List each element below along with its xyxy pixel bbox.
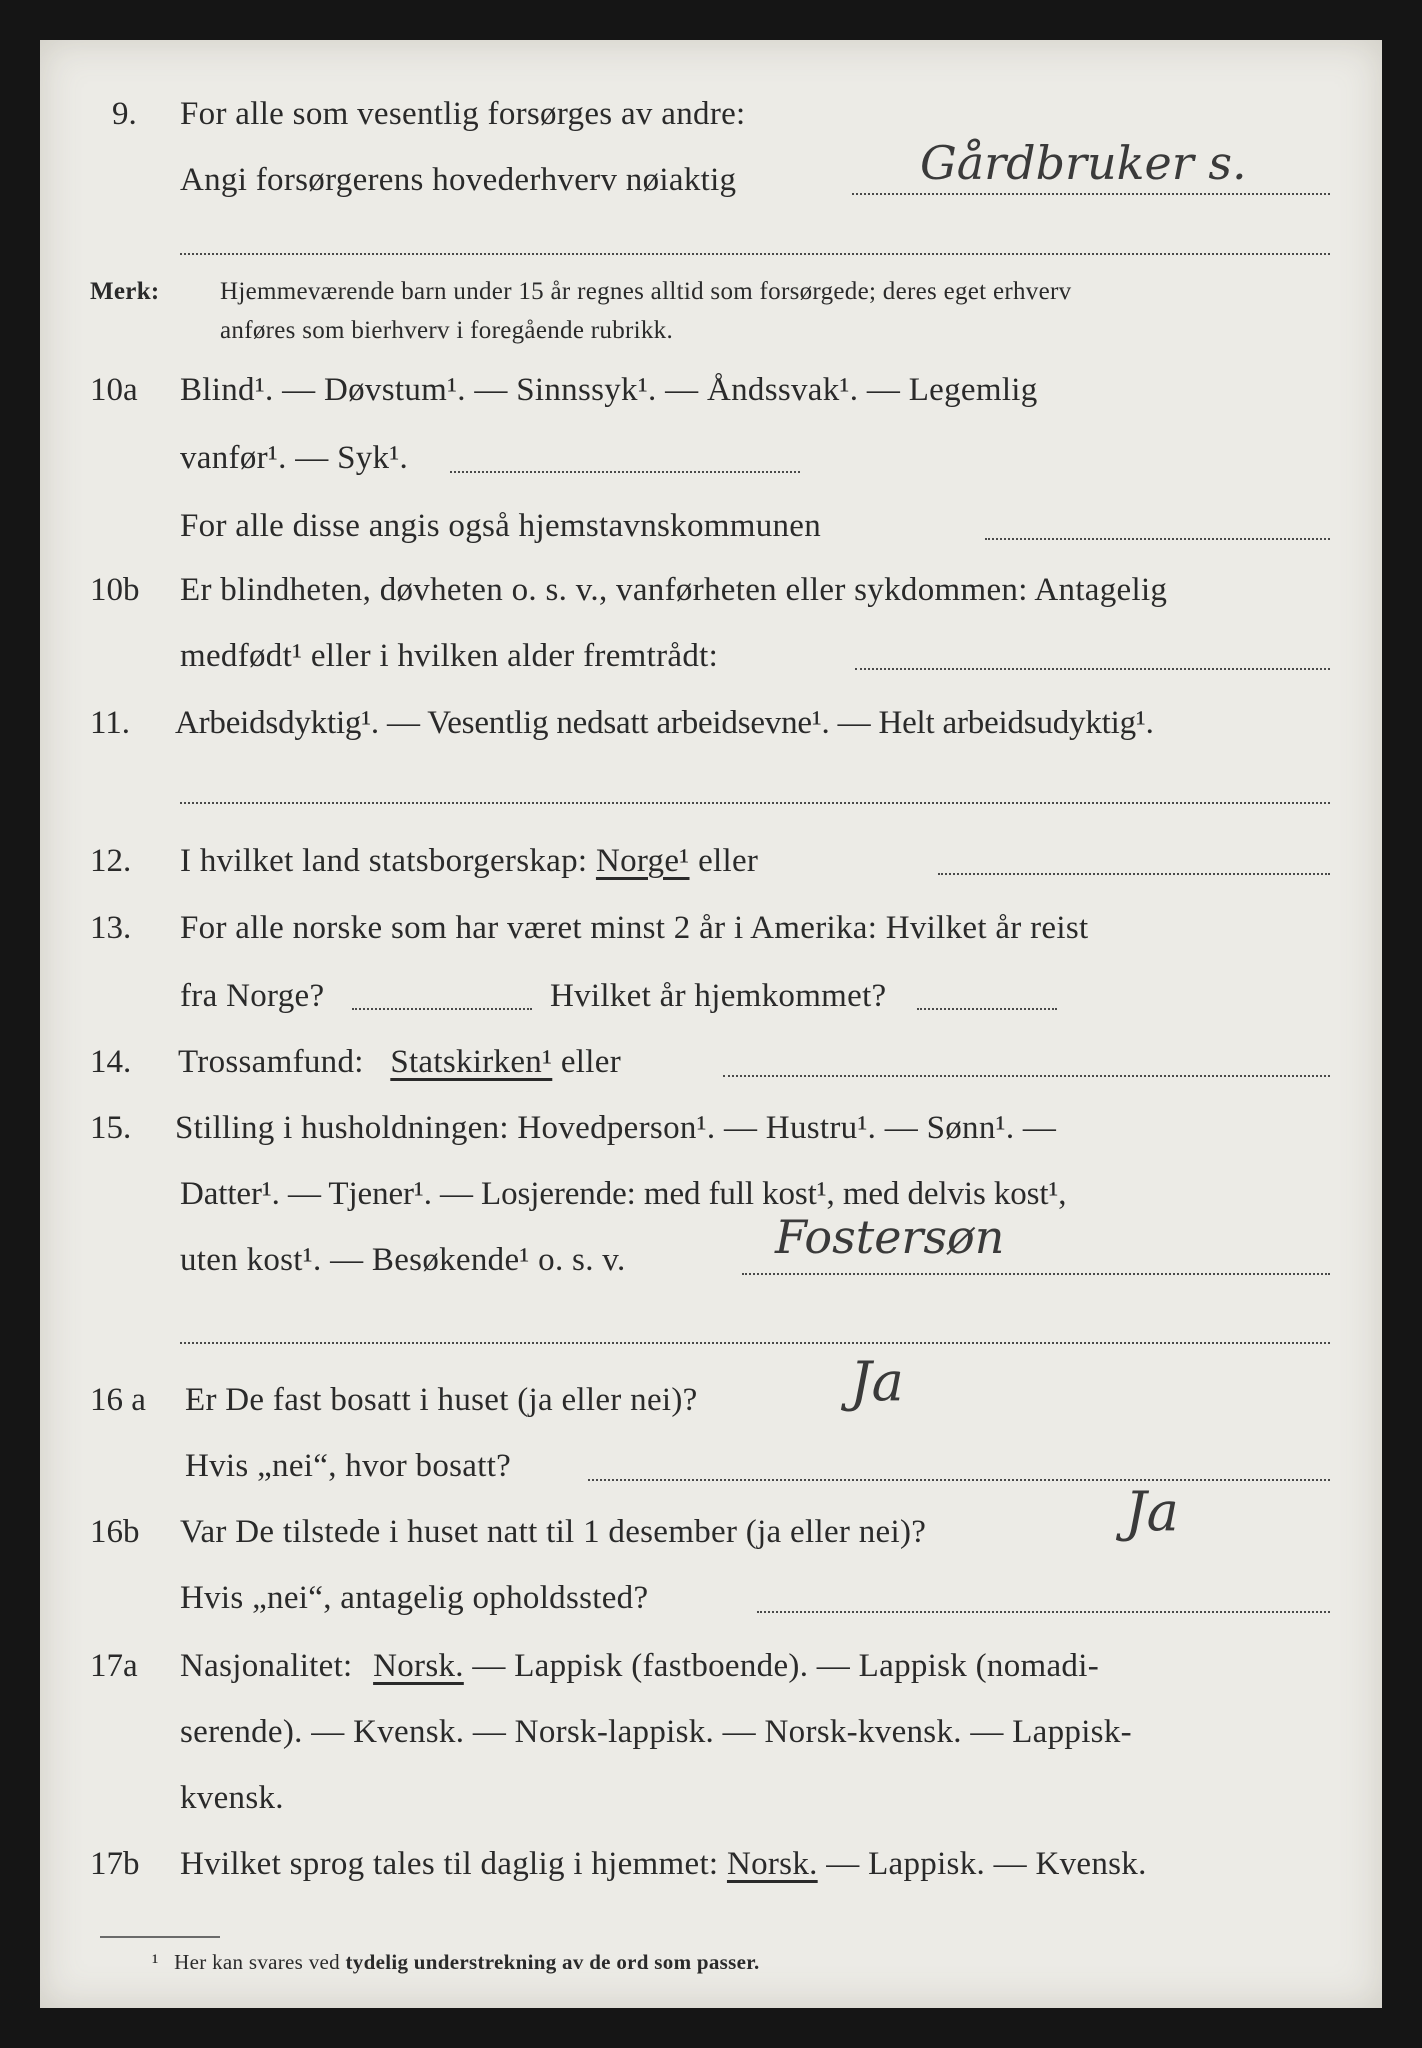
q17b-line (180, 1846, 1147, 1883)
q14-line (178, 1044, 621, 1081)
q10a-municipality-line[interactable] (985, 538, 1330, 540)
q14-number: 14. (90, 1044, 132, 1080)
q10b-number: 10b (90, 572, 140, 608)
q15-line3: uten kost¹. — Besøkende¹ o. s. v. (180, 1242, 626, 1278)
q17a-line2: serende). — Kvensk. — Norsk-lappisk. — Norsk-kvensk. — Lappisk- (180, 1714, 1132, 1750)
q17a-line3: kvensk. (180, 1780, 284, 1816)
footnote-mark: ¹ (152, 1950, 159, 1974)
q17a-prefix: Nasjonalitet: (180, 1648, 353, 1684)
q13-return-year-line[interactable] (917, 1008, 1057, 1010)
footnote (152, 1950, 760, 1975)
q12-suffix: eller (698, 843, 759, 879)
q17a-line1 (180, 1648, 1099, 1685)
q9-line1: For alle som vesentlig forsørges av andre: (180, 96, 746, 132)
q12-prefix: I hvilket land statsborgerskap: (180, 843, 588, 879)
merk-line2: anføres som bierhverv i foregående rubrikk. (220, 317, 674, 344)
footnote-text: Her kan svares ved (174, 1950, 340, 1974)
q15-handwritten-answer: Fostersøn (775, 1210, 1005, 1264)
q9-extra-line[interactable] (180, 253, 1330, 255)
q15-answer-line[interactable] (742, 1273, 1330, 1275)
q14-prefix: Trossamfund: (178, 1044, 364, 1080)
q15-extra-line[interactable] (180, 1342, 1330, 1344)
q10b-age-line[interactable] (855, 668, 1330, 670)
q16b-stay-line[interactable] (757, 1611, 1330, 1613)
footnote-rule (100, 1936, 220, 1938)
q9-line2: Angi forsørgerens hovederhverv nøiaktig (180, 162, 737, 198)
q13-left-year-line[interactable] (352, 1008, 532, 1010)
q12-line (180, 843, 758, 880)
q9-number: 9. (112, 96, 137, 132)
q11-number: 11. (90, 705, 131, 741)
q11-extra-line[interactable] (180, 802, 1330, 804)
q16b-line1: Var De tilstede i huset natt til 1 desember (ja eller nei)? (180, 1514, 927, 1550)
q16b-number: 16b (90, 1514, 140, 1550)
q16a-handwritten-answer: Ja (850, 1350, 904, 1413)
q10a-line2: vanfør¹. — Syk¹. (180, 440, 409, 476)
q10a-number: 10a (90, 372, 138, 408)
q14-suffix: eller (560, 1044, 621, 1080)
q13-line2b: Hvilket år hjemkommet? (550, 978, 887, 1014)
q17b-prefix: Hvilket sprog tales til daglig i hjemmet: (180, 1846, 719, 1882)
q15-number: 15. (90, 1110, 132, 1146)
q15-line1: Stilling i husholdningen: Hovedperson¹. — Hustru¹. — Sønn¹. — (175, 1110, 1057, 1146)
q17b-underlined-answer: Norsk. (726, 1846, 818, 1882)
q17a-number: 17a (90, 1648, 138, 1684)
q16a-line2: Hvis „nei“, hvor bosatt? (185, 1448, 512, 1484)
q10a-line3: For alle disse angis også hjemstavnskommunen (180, 508, 822, 544)
q14-underlined-answer: Statskirken¹ (390, 1044, 553, 1080)
q10b-line1: Er blindheten, døvheten o. s. v., vanførheten eller sykdommen: Antagelig (180, 572, 1168, 608)
q12-underlined-answer: Norge¹ (595, 843, 690, 879)
q13-number: 13. (90, 910, 132, 946)
footnote-bold-text: tydelig understrekning av de ord som passer. (345, 1950, 760, 1974)
q17b-number: 17b (90, 1846, 140, 1882)
q16a-residence-line[interactable] (588, 1479, 1330, 1481)
q10a-line1: Blind¹. — Døvstum¹. — Sinnssyk¹. — Åndssvak¹. — Legemlig (180, 372, 1038, 408)
q9-handwritten-answer: Gårdbruker s. (920, 136, 1247, 190)
q14-other-line[interactable] (723, 1075, 1330, 1077)
q13-line2a: fra Norge? (180, 978, 325, 1014)
q16a-number: 16 a (90, 1382, 146, 1418)
census-form-page (40, 40, 1382, 2008)
q17b-suffix: — Lappisk. — Kvensk. (826, 1846, 1147, 1882)
q16b-handwritten-answer: Ja (1125, 1480, 1179, 1543)
q13-line1: For alle norske som har været minst 2 år i Amerika: Hvilket år reist (180, 910, 1089, 946)
merk-line1: Hjemmeværende barn under 15 år regnes alltid som forsørgede; deres eget erhverv (220, 278, 1072, 305)
q16b-line2: Hvis „nei“, antagelig opholdssted? (180, 1580, 649, 1616)
q17a-line1-rest: — Lappisk (fastboende). — Lappisk (nomadi- (472, 1648, 1099, 1684)
q10b-line2: medfødt¹ eller i hvilken alder fremtrådt: (180, 638, 719, 674)
q12-number: 12. (90, 843, 132, 879)
q16a-line1: Er De fast bosatt i huset (ja eller nei)? (185, 1382, 698, 1418)
q10a-sick-line[interactable] (450, 471, 800, 473)
q12-other-line[interactable] (938, 873, 1330, 875)
q17a-underlined-answer: Norsk. (373, 1648, 464, 1684)
q15-line2: Datter¹. — Tjener¹. — Losjerende: med full kost¹, med delvis kost¹, (180, 1176, 1067, 1212)
q9-answer-line[interactable] (852, 193, 1330, 195)
q11-line1: Arbeidsdyktig¹. — Vesentlig nedsatt arbeidsevne¹. — Helt arbeidsudyktig¹. (175, 705, 1154, 741)
merk-label: Merk: (90, 278, 160, 305)
